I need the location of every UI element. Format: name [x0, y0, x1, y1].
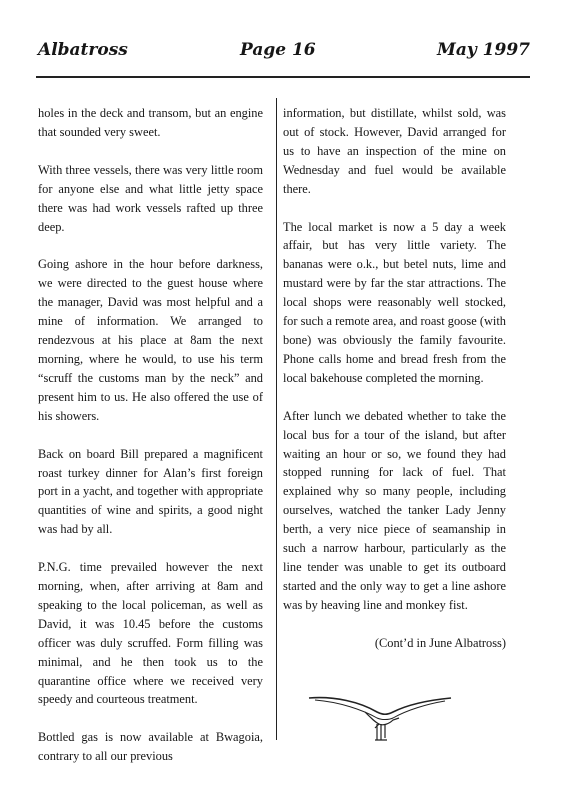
paragraph: Going ashore in the hour before darkness, we were directed to the guest house where the manager, David was most helpful and a mine of information. We arranged to rendezvous at his place at 8am the next morning, where he would, to use his term “scruff the customs man by the neck” and present him to us. He also offered the use of his showers.: [38, 257, 263, 423]
paragraph: The local market is now a 5 day a week affair, but has very little variety. The bananas were o.k., but betel nuts, lime and mustard were by far the star attractions. The local shops were reasonably well stocked, for such a remote area, and roast goose (with bone) was obviously the family favourite. Phone calls home and bread fresh from the local bakehouse completed the morning.: [283, 219, 506, 385]
continued-note: (Cont’d in June Albatross): [374, 635, 506, 650]
left-column: [38, 104, 263, 785]
column-divider: [276, 98, 277, 740]
header-rule: [36, 76, 530, 78]
albatross-drawing-icon: [305, 688, 455, 748]
paragraph: P.N.G. time prevailed however the next morning, when, after arriving at 8am and speaking to the local policeman, as well as David, it was 10.45 before the customs officer was duly scruffed. Form filling was minimal, and he then took us to the quarantine office where we received very speedy and courteous treatment.: [38, 560, 263, 707]
paragraph: holes in the deck and transom, but an engine that sounded very sweet.: [38, 106, 263, 139]
right-column: [283, 104, 506, 672]
paragraph: information, but distillate, whilst sold, was out of stock. However, David arranged for us to have an inspection of the mine on Wednesday and fuel would be available there.: [283, 106, 506, 196]
page-number: Page 16: [240, 40, 316, 60]
page-header: [38, 40, 530, 66]
paragraph: Bottled gas is now available at Bwagoia, contrary to all our previous: [38, 730, 263, 764]
paragraph: Back on board Bill prepared a magnificent roast turkey dinner for Alan’s first foreign port in a yacht, and together with appropriate quantities of wine and spirits, a good night was had by all.: [38, 446, 263, 537]
paragraph: After lunch we debated whether to take the local bus for a tour of the island, but after waiting an hour or so, we found they had stopped running for lack of fuel. That explained why so many people, including ourselves, watched the tanker Lady Jenny berth, a very nice piece of seamanship in such a narrow harbour, particularly as the line tender was unable to get its outboard started and the only way to get a line ashore was by heaving line and monkey fist.: [283, 408, 506, 612]
newsletter-title: Albatross: [38, 40, 128, 60]
issue-date: May 1997: [437, 40, 530, 60]
paragraph: With three vessels, there was very little room for anyone else and what little jetty space there was had work vessels rafted up three deep.: [38, 162, 263, 234]
